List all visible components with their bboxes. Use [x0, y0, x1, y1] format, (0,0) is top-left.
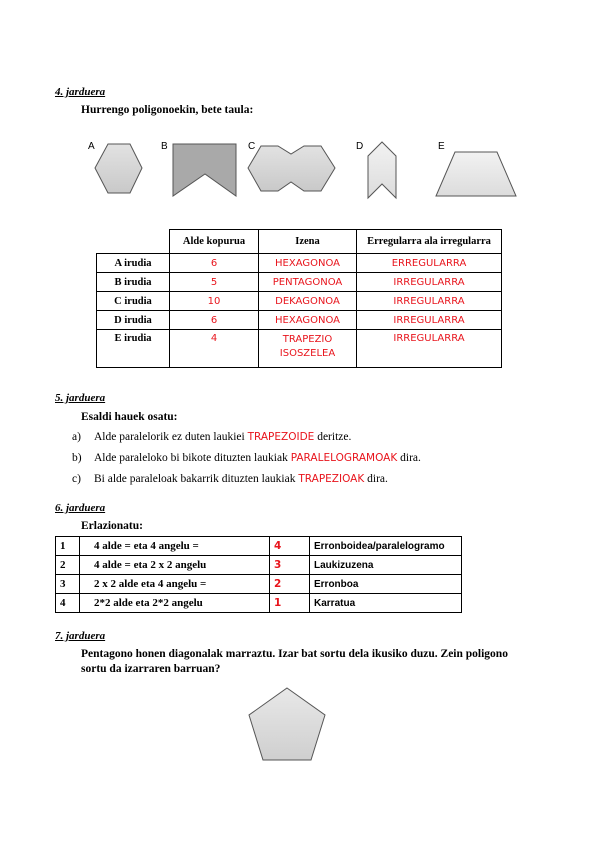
- table-row: [56, 594, 462, 613]
- regular-value: IRREGULARRA: [357, 311, 502, 330]
- sentence-answer: PARALELOGRAMOAK: [290, 452, 398, 464]
- sides-value: 4: [170, 330, 259, 368]
- sides-value: 6: [170, 254, 259, 273]
- sentence-a: [72, 431, 351, 443]
- row-match: 1: [270, 594, 310, 613]
- row-label: E irudia: [97, 330, 170, 368]
- sentence-text: Alde paraleloko bi bikote dituzten laukiak: [94, 452, 291, 464]
- row-shape-name: Erronboa: [310, 575, 462, 594]
- activity7-heading: 7. jarduera: [55, 630, 106, 642]
- activity4-heading: 4. jarduera: [55, 86, 106, 98]
- row-label: C irudia: [97, 292, 170, 311]
- row-label: B irudia: [97, 273, 170, 292]
- sentence-marker: c): [72, 473, 81, 485]
- matching-table: [55, 536, 462, 613]
- table-row: [56, 537, 462, 556]
- sentence-text: dira.: [397, 452, 421, 464]
- table-row: [97, 292, 502, 311]
- polygon-table: [96, 229, 502, 368]
- sentence-answer: TRAPEZIOAK: [298, 473, 365, 485]
- sides-value: 10: [170, 292, 259, 311]
- sentence-marker: a): [72, 431, 81, 443]
- shape-d-hexagon: [368, 142, 396, 198]
- name-value: HEXAGONOA: [259, 311, 357, 330]
- row-description: 4 alde = eta 4 angelu =: [80, 537, 270, 556]
- table-corner-empty: [97, 230, 170, 254]
- row-label: D irudia: [97, 311, 170, 330]
- row-number: 1: [56, 537, 80, 556]
- sides-value: 5: [170, 273, 259, 292]
- row-number: 2: [56, 556, 80, 575]
- row-number: 4: [56, 594, 80, 613]
- sentence-text: deritze.: [314, 431, 352, 443]
- row-shape-name: Laukizuzena: [310, 556, 462, 575]
- row-shape-name: Karratua: [310, 594, 462, 613]
- name-value: PENTAGONOA: [259, 273, 357, 292]
- name-value: TRAPEZIO ISOSZELEA: [259, 330, 357, 368]
- sentence-b: [72, 452, 421, 464]
- regular-value: IRREGULARRA: [357, 273, 502, 292]
- activity5-instruction: Esaldi hauek osatu:: [81, 411, 178, 423]
- shape-label-c: C: [248, 141, 256, 152]
- table-row: [97, 254, 502, 273]
- table-row: [97, 311, 502, 330]
- row-description: 4 alde = eta 2 x 2 angelu: [80, 556, 270, 575]
- sides-value: 6: [170, 311, 259, 330]
- table-row: [97, 330, 502, 368]
- regular-value: IRREGULARRA: [357, 292, 502, 311]
- sentence-text: Bi alde paraleloak bakarrik dituzten laukiak: [94, 473, 299, 485]
- sentence-text: Alde paralelorik ez duten laukiei: [94, 431, 248, 443]
- row-match: 2: [270, 575, 310, 594]
- row-match: 4: [270, 537, 310, 556]
- regular-value: IRREGULARRA: [357, 330, 502, 368]
- regular-value: ERREGULARRA: [357, 254, 502, 273]
- shape-a-hexagon: [95, 144, 142, 193]
- activity4-instruction: Hurrengo poligonoekin, bete taula:: [81, 104, 254, 116]
- table-row: [56, 575, 462, 594]
- row-description: 2*2 alde eta 2*2 angelu: [80, 594, 270, 613]
- sentence-marker: b): [72, 452, 82, 464]
- shape-label-d: D: [356, 141, 364, 152]
- row-description: 2 x 2 alde eta 4 angelu =: [80, 575, 270, 594]
- row-shape-name: Erronboidea/paralelogramo: [310, 537, 462, 556]
- table-row: [97, 273, 502, 292]
- row-match: 3: [270, 556, 310, 575]
- shape-label-a: A: [88, 141, 95, 152]
- table-row: [56, 556, 462, 575]
- sentence-c: [72, 473, 388, 485]
- shape-e-trapezoid: [436, 152, 516, 196]
- row-label: A irudia: [97, 254, 170, 273]
- activity7-instruction-line2: sortu da izarraren barruan?: [81, 663, 221, 675]
- header-sides: Alde kopurua: [170, 230, 259, 254]
- shape-label-b: B: [161, 141, 168, 152]
- sentence-answer: TRAPEZOIDE: [247, 431, 315, 443]
- name-value: DEKAGONOA: [259, 292, 357, 311]
- shape-b-pentagon: [173, 144, 236, 196]
- row-number: 3: [56, 575, 80, 594]
- header-name: Izena: [259, 230, 357, 254]
- activity6-instruction: Erlazionatu:: [81, 520, 143, 532]
- shape-c-decagon: [248, 146, 335, 191]
- shape-label-e: E: [438, 141, 445, 152]
- activity5-heading: 5. jarduera: [55, 392, 106, 404]
- activity6-heading: 6. jarduera: [55, 502, 106, 514]
- activity7-instruction-line1: Pentagono honen diagonalak marraztu. Izar bat sortu dela ikusiko duzu. Zein poligono: [81, 648, 508, 660]
- header-regular: Erregularra ala irregularra: [357, 230, 502, 254]
- pentagon-figure: [244, 684, 330, 766]
- name-value: HEXAGONOA: [259, 254, 357, 273]
- sentence-text: dira.: [364, 473, 388, 485]
- polygon-figures: [80, 136, 520, 208]
